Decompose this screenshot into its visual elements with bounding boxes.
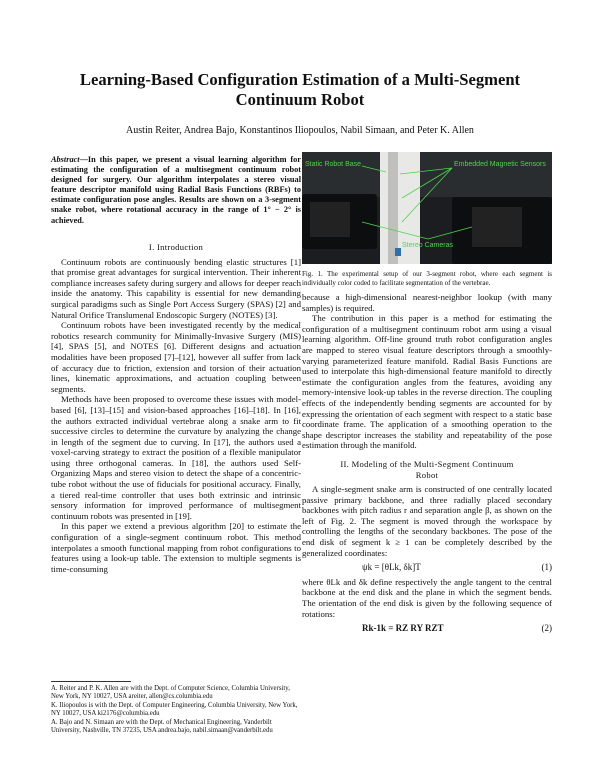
label-static-base: Static Robot Base xyxy=(305,161,362,168)
equation-2-body: Rk-1k = RZ RY RZT xyxy=(362,623,444,634)
left-paragraph-2: Continuum robots have been investigated recently by the medical robotics research community for Minimally-Invasive Surgery (MIS) [4], SPAS [5], and NOTES [6]. Different designs and actuation modalities have been proposed [7]–[12], however all suffer from lack of accuracy due to friction, extension and torsion of their actuation lines, kinematic approximations, and actuation coupling between segments. xyxy=(51,320,301,394)
figure-1-photo xyxy=(302,152,552,264)
authors: Austin Reiter, Andrea Bajo, Konstantinos Iliopoulos, Nabil Simaan, and Peter K. Allen xyxy=(126,125,474,136)
label-magnetic-sensors: Embedded Magnetic Sensors xyxy=(454,161,546,168)
equation-1 xyxy=(302,558,552,577)
section-2-heading xyxy=(302,459,552,480)
section-1-heading: I. Introduction xyxy=(148,242,204,252)
paper-title xyxy=(40,70,560,110)
left-column xyxy=(51,238,301,574)
right-paragraph-1: because a high-dimensional nearest-neighbor lookup (with many samples) is required. xyxy=(302,292,552,313)
equation-1-body: ψk = [θLk, δk]T xyxy=(362,562,421,573)
equation-1-number: (1) xyxy=(541,562,552,573)
footnotes xyxy=(51,681,301,735)
label-stereo-cameras: Stereo Cameras xyxy=(402,242,453,249)
equation-2-number: (2) xyxy=(541,623,552,634)
right-column xyxy=(302,292,552,638)
right-paragraph-2: The contribution in this paper is a method for estimating the configuration of a multisegment continuum robot arm using a visual learning algorithm. Off-line ground truth robot configuration angles are mapped to stereo visual feature descriptors through a smoothly-varying parameterized feature manifold. Radial Basis Functions are used to interpolate this high-dimensional feature manifold to directly estimate the configuration angles from the features, avoiding any memory-intensive look-up tables in the reverse direction. The coupling effects of the independently bending segments are accounted for by expressing the orientation of each segment with respect to a static base coordinate frame. The application of a smoothing operation to the shape descriptor increases the stability and repeatability of the pose estimation through the manifold. xyxy=(302,313,552,451)
abstract xyxy=(51,155,301,226)
left-paragraph-4: In this paper we extend a previous algorithm [20] to estimate the configuration of a single-segment continuum robot. This method interpolates a smooth functional mapping from robot configurations to features using a look-up table. The extension to multiple segments is time-consuming xyxy=(51,521,301,574)
footnote-3: A. Bajo and N. Simaan are with the Dept. of Mechanical Engineering, Vanderbilt University, Nashville, TN 37235, USA andrea.bajo, nabil.simaan@vanderbilt.edu xyxy=(51,718,273,735)
left-paragraph-3: Methods have been proposed to overcome these issues with model-based [6], [13]–[15] and vision-based approaches [16]–[18]. In [16], the authors extracted individual vertebrae along a snake arm to fit successive circles to determine the curvature by analyzing the change in length of the segment due to curving. In [17], the authors used a voxel-carving strategy to extract the position of a flexible manipulator using three orthogonal cameras. In [18], the authors used Self-Organizing Maps and stereo vision to detect the shape of a concentric-tube robot without the use of fiducials for positional accuracy. Finally, a tiered real-time controller that uses both extrinsic and intrinsic sensory information for improved performance of multisegment continuum robots was presented in [19]. xyxy=(51,394,301,521)
right-paragraph-3: A single-segment snake arm is constructed of one centrally located passive primary backbone, and three radially placed secondary backbones with pitch radius r and separation angle β, as shown on the left of Fig. 2. The segment is moved through the workspace by controlling the lengths of the secondary backbones. The pose of the end disk of segment k ≥ 1 can be completely described by the generalized coordinates: xyxy=(302,484,552,558)
figure-caption: Fig. 1. The experimental setup of our 3-segment robot, where each segment is individually color coded to facilitate segmentation of the vertebrae. xyxy=(302,270,552,287)
equation-2 xyxy=(302,619,552,638)
abstract-label: Abstract xyxy=(51,155,80,164)
section-2-heading-line-1: II. Modeling of the Multi-Segment Continuum xyxy=(340,458,514,469)
right-paragraph-4: where θLk and δk define respectively the angle tangent to the central backbone at the end disk and the plane in which the segment bends. The orientation of the end disk is given by the following sequence of rotations: xyxy=(302,576,552,619)
section-2-heading-line-2: Robot xyxy=(415,469,439,480)
left-paragraph-1: Continuum robots are continuously bending elastic structures [1] that promise great advantages for surgical intervention. Their inherent compliance increases safety during surgery and allows for deeper reach inside the anatomy. This capability is essential for new demanding surgical paradigms such as Single Port Access Surgery (SPAS) [2] and Natural Orifice Translumenal Endoscopic Surgery (NOTES) [3]. xyxy=(51,256,301,320)
footnote-rule xyxy=(51,681,131,682)
title-line-2: Continuum Robot xyxy=(235,90,365,109)
abstract-text: —In this paper, we present a visual learning algorithm for estimating the configuration of a multisegment continuum robot designed for surgery. Our algorithm interpolates a stereo visual feature descriptor manifold using Radial Basis Functions (RBFs) to estimate configuration pose angles. Results are shown on a 3-segment snake robot, where rotational accuracy in the range of 1° − 2° is achieved. xyxy=(51,155,301,225)
footnote-1: A. Reiter and P. K. Allen are with the Dept. of Computer Science, Columbia University, New York, NY 10027, USA areiter, allen@cs.columbia.edu xyxy=(51,685,290,701)
footnote-2: K. Iliopoulos is with the Dept. of Computer Engineering, Columbia University, New York, NY 10027, USA ki2176@columbia.edu xyxy=(51,701,298,718)
title-line-1: Learning-Based Configuration Estimation of a Multi-Segment xyxy=(79,70,521,89)
experimental-setup-illustration xyxy=(302,152,552,264)
